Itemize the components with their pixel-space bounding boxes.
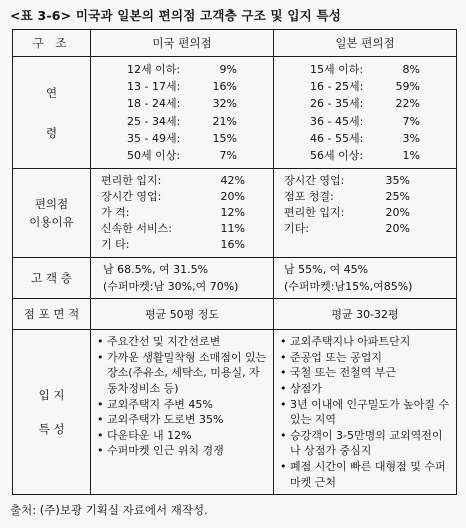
location-jp-item: • 3년 이내에 인구밀도가 높아질 수 있는 지역 [280,397,450,427]
age-row [13,57,457,169]
reason-jp-item: 점포 청결: 25% [284,190,410,204]
bullet-mark: • [280,350,287,364]
reason-us-item: 신속한 서비스: 11% [101,222,245,236]
reason-row [13,169,457,258]
comparison-table [12,29,457,495]
reason-jp-cell [274,169,457,258]
area-label: 점 포 면 적 [13,299,91,330]
location-us-item: • 주요간선 및 지간선로변 [97,335,221,349]
age-us-item: 18 - 24세: 32% [127,97,237,111]
bullet-mark: • [280,366,287,380]
age-us-item: 35 - 49세: 15% [127,131,237,145]
bullet-mark: • [280,397,287,411]
location-jp-item: • 승강객이 3-5만명의 교외역전이나 상점가 중심지 [280,428,443,458]
reason-us-cell [91,169,274,258]
location-us-item: • 수퍼마켓 인근 위치 경쟁 [97,444,224,458]
location-us-item: • 교외주택가 도로변 35% [97,413,224,427]
bullet-mark: • [97,397,104,411]
bullet-mark: • [97,335,104,349]
header-japan: 일본 편의점 [274,30,457,57]
bullet-mark: • [280,459,287,473]
header-us: 미국 편의점 [91,30,274,57]
location-row [13,330,457,495]
reason-us-item: 가 격: 12% [101,206,245,220]
location-us-item: • 다운타운 내 12% [97,428,192,442]
area-us: 평균 50평 정도 [91,299,274,330]
customer-jp-line2: (수퍼마켓:남15%,여85%) [284,280,413,294]
bullet-mark: • [97,413,104,427]
location-jp-item: • 교외주택지나 아파트단지 [280,335,411,349]
age-us-item: 12세 이하: 9% [127,63,237,76]
location-us-item: • 가까운 생활밀착형 소매점이 있는 장소(주유소, 세탁소, 미용실, 자동차정비소 등) [97,350,267,395]
area-jp: 평균 30-32평 [274,299,457,330]
age-jp-item: 15세 이하: 8% [310,63,420,76]
source-note: 출처: (주)보광 기획실 자료에서 재작성. [10,503,208,517]
customer-label: 고 객 층 [13,258,91,299]
age-jp-item: 16 - 25세: 59% [310,80,420,94]
location-jp-item: • 상점가 [280,382,322,395]
reason-jp-item: 편리한 입지: 20% [284,206,410,220]
customer-jp-cell [274,258,457,299]
age-label: 연 령 [13,57,91,169]
age-us-item: 50세 이상: 7% [127,149,237,163]
age-jp-item: 26 - 35세: 22% [310,97,420,111]
age-jp-item: 56세 이상: 1% [310,149,420,163]
location-jp-item: • 국철 또는 전철역 부근 [280,366,397,380]
customer-us-cell [91,258,274,299]
reason-us-item: 편리한 입지: 42% [101,174,245,188]
location-label: 입 지 특 성 [13,330,91,495]
bullet-mark: • [97,444,104,458]
bullet-mark: • [280,428,287,442]
customer-row [13,258,457,299]
table-caption: <표 3-6> 미국과 일본의 편의점 고객층 구조 및 입지 특성 [10,8,341,23]
age-us-cell [91,57,274,169]
reason-jp-item: 기타: 20% [284,222,410,236]
age-jp-cell [274,57,457,169]
reason-label: 편의점 이용이유 [13,169,91,258]
header-structure: 구 조 [13,30,91,57]
location-jp-cell [274,330,457,495]
age-us-item: 25 - 34세: 21% [127,114,237,128]
location-jp-item: • 폐점 시간이 빠른 대형점 및 수퍼마켓 근처 [280,459,446,489]
location-us-item: • 교외주택지 주변 45% [97,397,213,411]
location-us-cell [91,330,274,495]
age-jp-item: 36 - 45세: 7% [310,114,420,128]
table-header-row [13,30,457,57]
age-us-item: 13 - 17세: 16% [127,80,237,94]
area-row [13,299,457,330]
bullet-mark: • [97,350,104,364]
customer-jp-line1: 남 55%, 여 45% [284,263,369,277]
bullet-mark: • [280,382,287,395]
bullet-mark: • [97,428,104,442]
bullet-mark: • [280,335,287,349]
customer-us-line2: (수퍼마켓:남 30%,여 70%) [103,280,239,294]
reason-us-item: 기 타: 16% [101,238,245,252]
customer-us-line1: 남 68.5%, 여 31.5% [103,263,209,277]
reason-jp-item: 장시간 영업: 35% [284,174,410,188]
location-jp-item: • 준공업 또는 공업지 [280,350,383,364]
reason-us-item: 장시간 영업: 20% [101,190,245,204]
age-jp-item: 46 - 55세: 3% [310,131,420,145]
